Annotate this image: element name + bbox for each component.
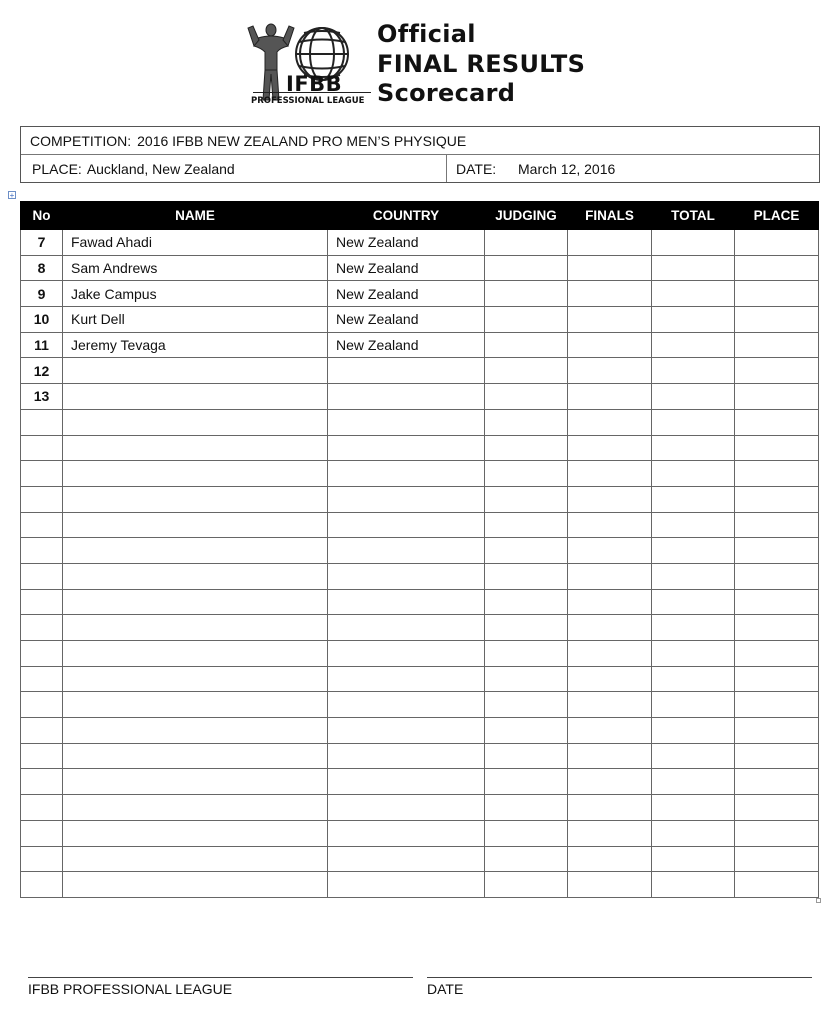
cell-judging[interactable] [485,512,568,538]
cell-country [328,795,485,821]
cell-name [63,743,328,769]
cell-finals[interactable] [568,486,652,512]
cell-no [21,486,63,512]
place-label: PLACE: [32,160,82,177]
cell-judging[interactable] [485,255,568,281]
column-header-no: No [21,202,63,230]
cell-total[interactable] [652,435,735,461]
cell-place[interactable] [735,255,819,281]
cell-total[interactable] [652,563,735,589]
cell-total[interactable] [652,409,735,435]
cell-judging[interactable] [485,409,568,435]
table-move-handle-icon[interactable]: + [9,191,15,200]
cell-place[interactable] [735,769,819,795]
cell-finals[interactable] [568,384,652,410]
cell-country [328,666,485,692]
table-row [21,512,819,538]
cell-no [21,872,63,898]
signature-label-league: IFBB PROFESSIONAL LEAGUE [28,981,233,997]
cell-finals[interactable] [568,769,652,795]
cell-place[interactable] [735,743,819,769]
table-row [21,820,819,846]
table-row [21,461,819,487]
table-row [21,846,819,872]
cell-total[interactable] [652,461,735,487]
cell-judging[interactable] [485,486,568,512]
cell-country [328,409,485,435]
cell-country [328,743,485,769]
date-label: DATE: [456,160,497,177]
cell-country [328,563,485,589]
cell-name [63,718,328,744]
ifbb-logo [244,18,378,108]
cell-finals[interactable] [568,358,652,384]
results-table [20,201,819,898]
logo-subtitle: PROFESSIONAL LEAGUE [251,96,365,106]
table-row [21,332,819,358]
cell-place[interactable] [735,666,819,692]
table-row [21,615,819,641]
cell-no [21,769,63,795]
cell-country: New Zealand [328,281,485,307]
cell-judging[interactable] [485,307,568,333]
cell-country: New Zealand [328,230,485,256]
place-value: Auckland, New Zealand [86,160,235,177]
scorecard-title [377,20,585,109]
cell-name [63,846,328,872]
cell-finals[interactable] [568,307,652,333]
logo-wordmark: IFBB [286,72,343,96]
cell-name [63,384,328,410]
cell-no: 11 [21,332,63,358]
cell-no [21,409,63,435]
cell-name [63,563,328,589]
cell-total[interactable] [652,872,735,898]
cell-name [63,641,328,667]
cell-country [328,872,485,898]
cell-country [328,384,485,410]
cell-judging[interactable] [485,820,568,846]
cell-judging[interactable] [485,461,568,487]
cell-judging[interactable] [485,718,568,744]
cell-no: 13 [21,384,63,410]
cell-judging[interactable] [485,281,568,307]
cell-name [63,666,328,692]
table-row [21,435,819,461]
cell-no [21,846,63,872]
competition-info-box [20,126,820,183]
cell-total[interactable] [652,641,735,667]
cell-total[interactable] [652,820,735,846]
cell-name [63,461,328,487]
table-row [21,718,819,744]
cell-no [21,692,63,718]
table-row [21,486,819,512]
cell-judging[interactable] [485,358,568,384]
cell-name: Sam Andrews [63,255,328,281]
table-row [21,589,819,615]
cell-total[interactable] [652,307,735,333]
cell-judging[interactable] [485,846,568,872]
cell-country: New Zealand [328,307,485,333]
cell-no [21,563,63,589]
cell-finals[interactable] [568,512,652,538]
cell-country [328,589,485,615]
title-line-final-results: FINAL RESULTS [377,49,586,78]
cell-place[interactable] [735,512,819,538]
cell-total[interactable] [652,666,735,692]
cell-finals[interactable] [568,255,652,281]
column-header-total: TOTAL [652,202,735,230]
table-row [21,255,819,281]
cell-place[interactable] [735,332,819,358]
cell-place[interactable] [735,641,819,667]
cell-finals[interactable] [568,743,652,769]
competition-value: 2016 IFBB NEW ZEALAND PRO MEN’S PHYSIQUE [137,132,467,149]
cell-country: New Zealand [328,255,485,281]
results-table-body [21,230,819,898]
cell-total[interactable] [652,692,735,718]
table-row [21,230,819,256]
cell-total[interactable] [652,486,735,512]
cell-no [21,589,63,615]
table-row [21,281,819,307]
table-row [21,795,819,821]
cell-name [63,486,328,512]
cell-no [21,641,63,667]
cell-name [63,358,328,384]
cell-place[interactable] [735,230,819,256]
cell-place[interactable] [735,384,819,410]
cell-judging[interactable] [485,332,568,358]
column-header-place: PLACE [735,202,819,230]
table-row [21,563,819,589]
cell-total[interactable] [652,384,735,410]
cell-country [328,615,485,641]
cell-no: 8 [21,255,63,281]
cell-total[interactable] [652,846,735,872]
cell-no [21,666,63,692]
cell-country [328,435,485,461]
cell-place[interactable] [735,589,819,615]
table-row [21,692,819,718]
table-row [21,743,819,769]
date-value: March 12, 2016 [518,160,616,177]
cell-country [328,820,485,846]
scorecard-header [0,0,836,118]
cell-total[interactable] [652,769,735,795]
table-row [21,307,819,333]
cell-name [63,692,328,718]
title-line-scorecard: Scorecard [377,79,516,107]
cell-name [63,538,328,564]
cell-name [63,435,328,461]
cell-name [63,872,328,898]
cell-total[interactable] [652,615,735,641]
cell-no [21,820,63,846]
cell-finals[interactable] [568,692,652,718]
cell-no [21,512,63,538]
cell-place[interactable] [735,486,819,512]
cell-total[interactable] [652,718,735,744]
cell-total[interactable] [652,589,735,615]
cell-country [328,769,485,795]
cell-finals[interactable] [568,872,652,898]
cell-finals[interactable] [568,538,652,564]
cell-total[interactable] [652,743,735,769]
column-header-name: NAME [63,202,328,230]
cell-judging[interactable] [485,230,568,256]
table-resize-handle[interactable] [816,898,821,903]
cell-finals[interactable] [568,666,652,692]
cell-name [63,795,328,821]
competition-label: COMPETITION: [30,132,132,149]
cell-place[interactable] [735,692,819,718]
cell-finals[interactable] [568,615,652,641]
cell-country [328,486,485,512]
cell-no [21,435,63,461]
cell-name [63,820,328,846]
cell-no [21,538,63,564]
cell-judging[interactable] [485,769,568,795]
cell-total[interactable] [652,281,735,307]
cell-finals[interactable] [568,718,652,744]
cell-no [21,718,63,744]
cell-judging[interactable] [485,641,568,667]
cell-country [328,692,485,718]
cell-country [328,461,485,487]
cell-place[interactable] [735,718,819,744]
cell-name [63,512,328,538]
cell-judging[interactable] [485,384,568,410]
cell-judging[interactable] [485,563,568,589]
table-row [21,358,819,384]
signature-line-league [28,977,413,978]
table-row [21,769,819,795]
cell-judging[interactable] [485,692,568,718]
cell-place[interactable] [735,820,819,846]
cell-finals[interactable] [568,230,652,256]
cell-name: Kurt Dell [63,307,328,333]
cell-no: 9 [21,281,63,307]
cell-country [328,846,485,872]
cell-judging[interactable] [485,795,568,821]
cell-place[interactable] [735,846,819,872]
cell-country [328,718,485,744]
cell-total[interactable] [652,255,735,281]
cell-finals[interactable] [568,820,652,846]
cell-country [328,538,485,564]
cell-total[interactable] [652,358,735,384]
cell-name: Jake Campus [63,281,328,307]
cell-place[interactable] [735,461,819,487]
cell-place[interactable] [735,409,819,435]
cell-judging[interactable] [485,615,568,641]
cell-no [21,461,63,487]
cell-finals[interactable] [568,281,652,307]
cell-name [63,589,328,615]
cell-country [328,358,485,384]
column-header-judging: JUDGING [485,202,568,230]
cell-finals[interactable] [568,795,652,821]
cell-total[interactable] [652,538,735,564]
cell-total[interactable] [652,230,735,256]
cell-finals[interactable] [568,589,652,615]
cell-judging[interactable] [485,666,568,692]
table-row [21,384,819,410]
cell-place[interactable] [735,872,819,898]
cell-no: 12 [21,358,63,384]
cell-judging[interactable] [485,538,568,564]
cell-finals[interactable] [568,435,652,461]
cell-no [21,743,63,769]
title-line-official: Official [377,20,476,48]
cell-judging[interactable] [485,589,568,615]
table-row [21,872,819,898]
cell-place[interactable] [735,281,819,307]
cell-country [328,641,485,667]
column-header-country: COUNTRY [328,202,485,230]
cell-finals[interactable] [568,409,652,435]
cell-judging[interactable] [485,743,568,769]
table-row [21,641,819,667]
cell-judging[interactable] [485,435,568,461]
cell-name: Fawad Ahadi [63,230,328,256]
cell-country [328,512,485,538]
cell-total[interactable] [652,512,735,538]
signature-line-date [427,977,812,978]
cell-finals[interactable] [568,641,652,667]
competition-cell [21,127,466,154]
cell-country: New Zealand [328,332,485,358]
place-date-row [21,154,819,182]
cell-total[interactable] [652,332,735,358]
competition-row [21,127,819,154]
cell-no [21,615,63,641]
cell-finals[interactable] [568,846,652,872]
table-row [21,666,819,692]
cell-place[interactable] [735,435,819,461]
cell-place[interactable] [735,358,819,384]
date-cell [447,155,615,182]
table-row [21,409,819,435]
cell-no [21,795,63,821]
cell-place[interactable] [735,795,819,821]
signature-label-date: DATE [427,981,464,997]
cell-name: Jeremy Tevaga [63,332,328,358]
cell-place[interactable] [735,563,819,589]
cell-total[interactable] [652,795,735,821]
cell-place[interactable] [735,615,819,641]
cell-place[interactable] [735,307,819,333]
cell-finals[interactable] [568,461,652,487]
cell-place[interactable] [735,538,819,564]
cell-name [63,409,328,435]
table-header-row [21,202,819,230]
cell-name [63,769,328,795]
cell-name [63,615,328,641]
cell-no: 7 [21,230,63,256]
cell-finals[interactable] [568,563,652,589]
cell-judging[interactable] [485,872,568,898]
table-row [21,538,819,564]
place-cell [21,155,447,182]
cell-no: 10 [21,307,63,333]
column-header-finals: FINALS [568,202,652,230]
cell-finals[interactable] [568,332,652,358]
